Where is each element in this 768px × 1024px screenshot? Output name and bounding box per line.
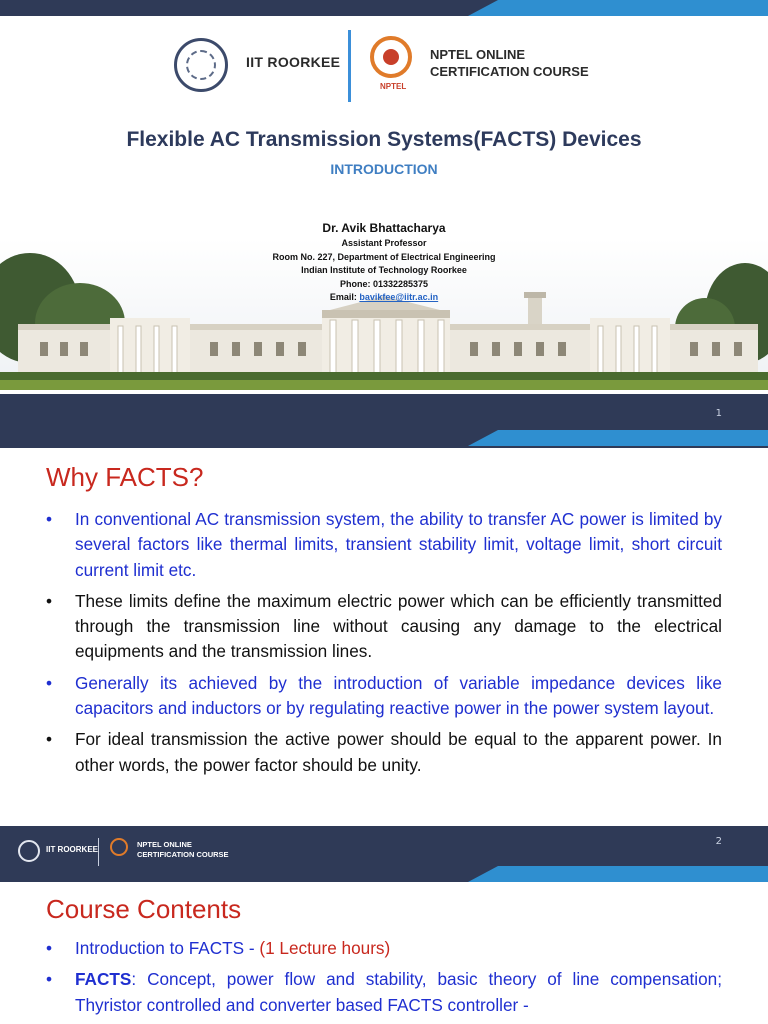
top-bar-accent — [468, 0, 768, 16]
footer-nptel-line2: CERTIFICATION COURSE — [137, 850, 229, 859]
nptel-logo-line2: CERTIFICATION COURSE — [430, 64, 589, 79]
slide-heading: Course Contents — [46, 894, 242, 924]
list-item: • In conventional AC transmission system, the ability to transfer AC power is limited by several factors like thermal limits, transient stability limit, voltage limit, short circuit current limit etc. — [46, 507, 722, 583]
page-number: 1 — [715, 408, 722, 419]
iit-roorkee-logo-text: IIT ROORKEE — [246, 54, 341, 70]
list-item — [46, 967, 722, 1018]
nptel-logo-text — [430, 46, 589, 80]
bullet-list — [46, 936, 722, 1024]
footer-nptel-text — [137, 840, 229, 860]
nptel-logo-icon — [110, 838, 128, 856]
course-contents-slide — [0, 866, 768, 1024]
phone-value: 01332285375 — [372, 278, 429, 289]
nptel-logo-icon — [370, 36, 412, 78]
lecture-hours: (1 Lecture hours) — [259, 938, 391, 958]
iit-roorkee-seal-icon — [18, 840, 40, 862]
logo-row — [170, 30, 610, 108]
list-item: • For ideal transmission the active power should be equal to the apparent power. In other words, the power factor should be unity. — [46, 727, 722, 778]
footer-iitr-text: IIT ROORKEE — [46, 845, 99, 854]
author-institute: Indian Institute of Technology Roorkee — [301, 265, 467, 275]
topic-text: Introduction to FACTS - — [75, 938, 260, 958]
top-bar-accent — [468, 430, 768, 446]
footer-divider — [98, 838, 99, 866]
bullet-list — [46, 507, 722, 784]
email-label: Email: — [329, 292, 357, 302]
top-bar — [0, 430, 768, 448]
phone-label: Phone: — [339, 278, 371, 289]
author-email-line — [0, 291, 768, 305]
topic-text: : Concept, power flow and stability, basic theory of line compensation; Thyristor controlled and converter based FACTS controller - — [75, 969, 722, 1015]
footer-nptel-line1: NPTEL ONLINE — [137, 840, 192, 849]
presentation-title: Flexible AC Transmission Systems(FACTS) Devices — [126, 128, 642, 151]
author-name: Dr. Avik Bhattacharya — [322, 221, 446, 235]
author-room: Room No. 227, Department of Electrical Engineering — [272, 251, 496, 262]
author-phone-line — [0, 278, 768, 292]
logo-divider — [348, 30, 351, 102]
top-bar — [0, 0, 768, 16]
nptel-logo-line1: NPTEL ONLINE — [430, 47, 526, 62]
email-link[interactable]: bavikfee@iitr.ac.in — [359, 292, 439, 302]
why-facts-slide — [0, 430, 768, 878]
page-number: 2 — [715, 836, 722, 847]
author-role: Assistant Professor — [341, 238, 427, 248]
top-bar-accent — [468, 866, 768, 882]
topic-bold: FACTS — [75, 969, 132, 990]
list-item: • Generally its achieved by the introduction of variable impedance devices like capacitors and inductors or by regulating reactive power in the power system layout. — [46, 671, 722, 722]
author-block — [0, 220, 768, 305]
list-item — [46, 936, 722, 961]
presentation-subtitle: INTRODUCTION — [330, 161, 438, 177]
top-bar — [0, 866, 768, 882]
slide-heading: Why FACTS? — [46, 462, 204, 492]
nptel-logo-caption: NPTEL — [380, 82, 407, 91]
iit-roorkee-seal-icon — [174, 38, 228, 92]
list-item: • These limits define the maximum electric power which can be efficiently transmitted through the transmission line without causing any damage to the electrical equipments and the transmission lines. — [46, 589, 722, 665]
title-slide — [0, 0, 768, 448]
